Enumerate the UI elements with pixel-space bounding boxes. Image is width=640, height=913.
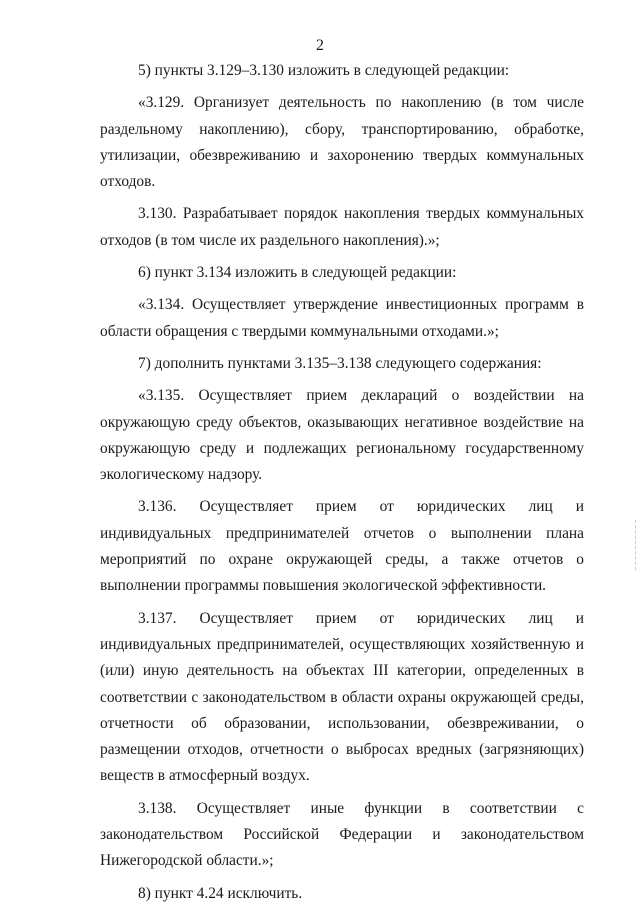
paragraph-3-130: 3.130. Разрабатывает порядок накопления твердых коммунальных отходов (в том числе их раздельного накопления).»; [100, 205, 584, 249]
paragraph-3-135: «3.135. Осуществляет прием деклараций о воздействии на окружающую среду объектов, оказывающих негативное воздействие на окружающую среду и подлежащих региональному государственному экологическому надзору. [100, 387, 584, 484]
scan-margin-mark [634, 520, 636, 570]
paragraph-item-8: 8) пункт 4.24 исключить. [138, 884, 303, 902]
document-body [100, 58, 584, 913]
paragraph-3-136: 3.136. Осуществляет прием от юридических лиц и индивидуальных предпринимателей отчетов о выполнении плана мероприятий по охране окружающей среды, а также отчетов о выполнении программы повышения экологической эффективности. [100, 498, 584, 595]
paragraph-3-138: 3.138. Осуществляет иные функции в соответствии с законодательством Российской Федерации и законодательством Нижегородской области.»; [100, 799, 584, 870]
paragraph-3-137: 3.137. Осуществляет прием от юридических лиц и индивидуальных предпринимателей, осуществляющих хозяйственную и (или) иную деятельность на объектах III категории, определенных в соответствии с законодательством в области охраны окружающей среды, отчетности об образовании, использовании, обезвреживании, о размещении отходов, отчетности о выбросах вредных (загрязняющих) веществ в атмосферный воздух. [100, 609, 584, 785]
paragraph-item-7: 7) дополнить пунктами 3.135–3.138 следующего содержания: [138, 354, 542, 372]
paragraph-3-129: «3.129. Организует деятельность по накоплению (в том числе раздельному накоплению), сбору, транспортированию, обработке, утилизации, обезвреживанию и захоронению твердых коммунальных отходов. [100, 94, 584, 191]
paragraph-item-6: 6) пункт 3.134 изложить в следующей редакции: [138, 264, 457, 282]
paragraph-3-134: «3.134. Осуществляет утверждение инвестиционных программ в области обращения с твердыми коммунальными отходами.»; [100, 296, 584, 340]
paragraph-item-5: 5) пункты 3.129–3.130 изложить в следующей редакции: [138, 62, 510, 79]
page-number: 2 [316, 37, 324, 54]
